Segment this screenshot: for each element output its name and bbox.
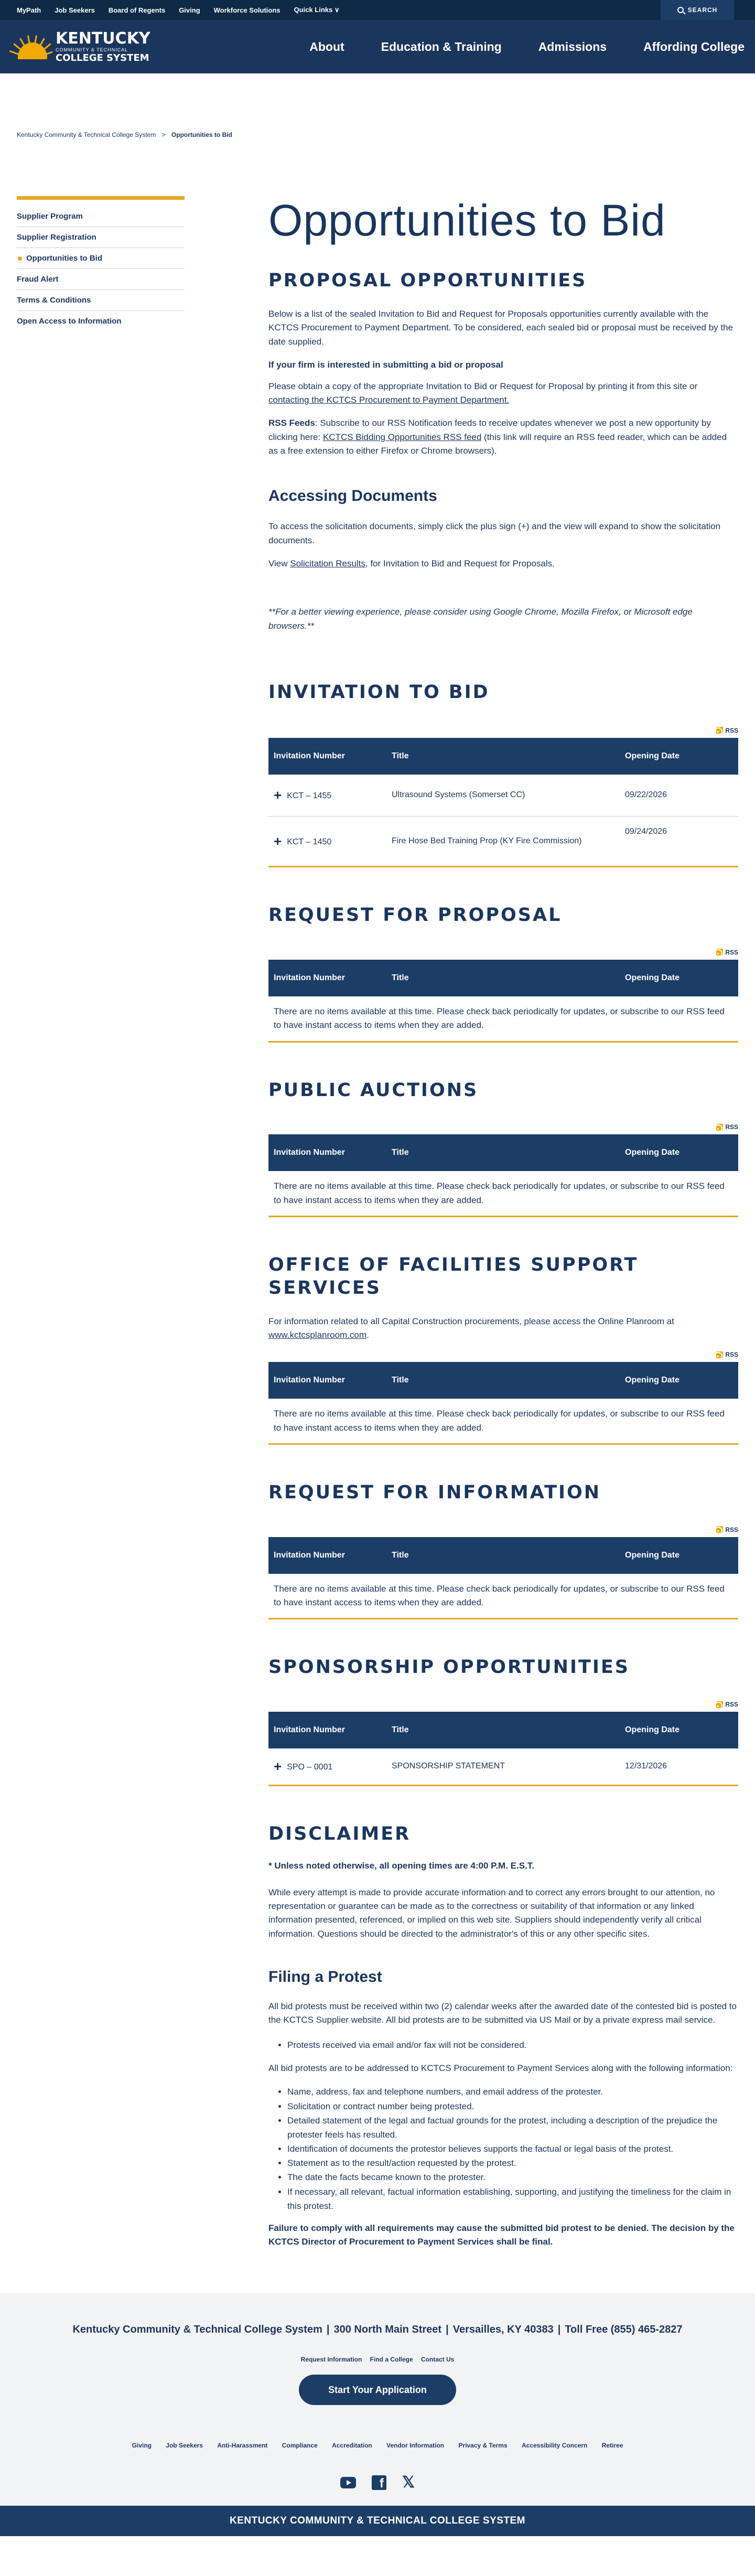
list-item: • The date the facts became known to the protester. bbox=[287, 2170, 738, 2184]
invitation-to-bid-table bbox=[268, 738, 738, 868]
list-item: • Statement as to the result/action requested by the protest. bbox=[287, 2156, 738, 2170]
footer-link-privacy-terms[interactable]: Privacy & Terms bbox=[458, 2441, 508, 2449]
col-invitation-number: Invitation Number bbox=[268, 1537, 386, 1574]
col-title: Title bbox=[386, 1134, 620, 1171]
nav-about[interactable]: About bbox=[309, 39, 344, 53]
utility-link-mypath[interactable]: MyPath bbox=[17, 6, 41, 14]
breadcrumb-separator: > bbox=[161, 131, 166, 138]
rss-icon bbox=[716, 1124, 723, 1131]
footer-links bbox=[0, 2442, 755, 2449]
utility-link-workforce-solutions[interactable]: Workforce Solutions bbox=[213, 6, 281, 14]
youtube-icon[interactable] bbox=[340, 2477, 356, 2488]
firm-interest-heading: If your firm is interested in submitting a bid or proposal bbox=[268, 360, 503, 370]
request-for-proposal-heading: REQUEST FOR PROPOSAL bbox=[268, 905, 562, 926]
list-item: • Name, address, fax and telephone numbers, and email address of the protester. bbox=[287, 2085, 738, 2099]
col-opening-date: Opening Date bbox=[620, 1712, 738, 1748]
opening-date-cell: 09/22/2026 bbox=[625, 790, 667, 800]
disclaimer-text: While every attempt is made to provide accurate information and to correct any errors brought to our attention, no representation or guarantee can be made as to the correctness or suitability of that information or any linked information presented, referenced, or implied on this web site. Suppliers should independently verify all critical information. Questions should be directed to the administrator's of this or any other specific sites. bbox=[268, 1887, 715, 1939]
empty-message: There are no items available at this time. Please check back periodically for updates, or subscribe to our RSS feed to have instant access to items when they are added. bbox=[274, 1006, 725, 1031]
rss-link-rfi[interactable]: RSS bbox=[268, 1525, 738, 1535]
accessing-documents-heading: Accessing Documents bbox=[268, 487, 437, 505]
protest-requirements-list bbox=[287, 2085, 738, 2213]
facilities-support-heading: OFFICE OF FACILITIES SUPPORT SERVICES bbox=[268, 1254, 639, 1298]
empty-message: There are no items available at this time. Please check back periodically for updates, or subscribe to our RSS feed to have instant access to items when they are added. bbox=[274, 1181, 725, 1205]
expand-plus-icon[interactable]: + bbox=[274, 787, 282, 803]
logo-line1: KENTUCKY bbox=[56, 29, 150, 48]
rss-link-rfp[interactable]: RSS bbox=[268, 947, 738, 958]
footer-org-name: Kentucky Community & Technical College System bbox=[72, 2323, 322, 2335]
utility-bar bbox=[0, 0, 755, 20]
col-title: Title bbox=[386, 738, 620, 775]
invitation-to-bid-heading: INVITATION TO BID bbox=[268, 681, 490, 703]
sponsorship-table bbox=[268, 1712, 738, 1786]
rss-feeds-text: RSS Feeds: Subscribe to our RSS Notification feeds to receive updates whenever we post a new opportunity by clicking here: KCTCS Bidding Opportunities RSS feed (this link will require an RSS feed reader, which can be added as a free extension to either Firefox or Chrome browsers). bbox=[268, 418, 727, 456]
rss-link-itb[interactable]: RSS bbox=[268, 725, 738, 736]
breadcrumb-home[interactable]: Kentucky Community & Technical College System bbox=[17, 131, 156, 138]
col-opening-date: Opening Date bbox=[620, 960, 738, 996]
facilities-text: For information related to all Capital Construction procurements, please access the Online Planroom at www.kctcsplanroom.com. bbox=[268, 1316, 674, 1340]
content-wrap bbox=[0, 196, 755, 2270]
kctcs-logo[interactable] bbox=[8, 31, 150, 63]
empty-row bbox=[268, 1574, 738, 1619]
logo-text bbox=[56, 31, 150, 63]
invitation-number-cell[interactable]: + SPO – 0001 bbox=[274, 1758, 333, 1774]
list-item: • Identification of documents the protestor believes supports the factual or legal basis of the protest. bbox=[287, 2142, 738, 2156]
footer-link-job-seekers[interactable]: Job Seekers bbox=[166, 2441, 203, 2449]
table-row[interactable] bbox=[268, 817, 738, 867]
sidebar-item-open-access[interactable]: Open Access to Information bbox=[17, 317, 122, 326]
footer-city: Versailles, KY 40383 bbox=[452, 2323, 554, 2335]
col-title: Title bbox=[386, 1362, 620, 1399]
start-application-button[interactable]: Start Your Application bbox=[299, 2375, 456, 2405]
footer-link-accessibility-concern[interactable]: Accessibility Concern bbox=[521, 2441, 588, 2449]
col-invitation-number: Invitation Number bbox=[268, 960, 386, 996]
utility-link-job-seekers[interactable]: Job Seekers bbox=[55, 6, 95, 14]
footer-link-retiree[interactable]: Retiree bbox=[601, 2441, 623, 2449]
list-item: • Detailed statement of the legal and factual grounds for the protest, including a description of the prejudice the protester feels has resulted. bbox=[287, 2113, 738, 2142]
sidebar-item-fraud-alert[interactable]: Fraud Alert bbox=[17, 269, 185, 290]
footer-quick-links bbox=[0, 2356, 755, 2363]
empty-message: There are no items available at this time. Please check back periodically for updates, or subscribe to our RSS feed to have instant access to items when they are added. bbox=[274, 1583, 725, 1608]
col-invitation-number: Invitation Number bbox=[268, 1362, 386, 1399]
title-cell: Fire Hose Bed Training Prop (KY Fire Commission) bbox=[392, 836, 582, 846]
facebook-icon[interactable]: f bbox=[372, 2475, 386, 2490]
sunburst-logo-icon bbox=[8, 34, 52, 59]
search-label: SEARCH bbox=[687, 6, 718, 14]
col-opening-date: Opening Date bbox=[620, 1362, 738, 1399]
protest-address-text: All bid protests are to be addressed to KCTCS Procurement to Payment Services along with the following information: bbox=[268, 2063, 733, 2073]
logo-line2: COMMUNITY & TECHNICAL bbox=[56, 47, 128, 52]
obtain-copy-text: Please obtain a copy of the appropriate Invitation to Bid or Request for Proposal by printing it from this site or contacting the KCTCS Procurement to Payment Department. bbox=[268, 381, 698, 405]
expand-plus-icon[interactable]: + bbox=[274, 1758, 282, 1774]
social-links bbox=[0, 2475, 755, 2490]
footer-link-contact-us[interactable]: Contact Us bbox=[421, 2355, 455, 2363]
opening-date-cell: 09/24/2026 bbox=[625, 827, 667, 836]
footer-link-anti-harassment[interactable]: Anti-Harassment bbox=[217, 2441, 268, 2449]
title-cell: Ultrasound Systems (Somerset CC) bbox=[392, 790, 525, 800]
footer bbox=[0, 2293, 755, 2506]
rss-feed-link[interactable]: KCTCS Bidding Opportunities RSS feed bbox=[322, 432, 482, 442]
col-opening-date: Opening Date bbox=[620, 1134, 738, 1171]
footer-link-find-a-college[interactable]: Find a College bbox=[370, 2355, 413, 2363]
footer-link-request-information[interactable]: Request Information bbox=[300, 2355, 362, 2363]
utility-link-giving[interactable]: Giving bbox=[179, 6, 200, 14]
empty-row bbox=[268, 996, 738, 1042]
rss-link-facilities[interactable]: RSS bbox=[268, 1349, 738, 1360]
nav-education-training[interactable]: Education & Training bbox=[381, 39, 502, 53]
sponsorship-opportunities-heading: SPONSORSHIP OPPORTUNITIES bbox=[268, 1657, 630, 1678]
filing-protest-heading: Filing a Protest bbox=[268, 1968, 382, 1986]
rss-icon bbox=[716, 949, 723, 956]
col-opening-date: Opening Date bbox=[620, 738, 738, 775]
list-item: • Protests received via email and/or fax will not be considered. bbox=[287, 2038, 738, 2052]
rss-icon bbox=[716, 1701, 723, 1708]
footer-address: Kentucky Community & Technical College System | 300 North Main Street | Versailles, KY 40383 | Toll Free (855) 465-2827 bbox=[72, 2323, 683, 2335]
list-item: • If necessary, all relevant, factual information establishing, supporting, and justifying the timeliness for the claim in this protest. bbox=[287, 2185, 738, 2213]
col-title: Title bbox=[386, 1712, 620, 1748]
empty-message: There are no items available at this time. Please check back periodically for updates, or subscribe to our RSS feed to have instant access to items when they are added. bbox=[274, 1409, 725, 1433]
search-button[interactable] bbox=[661, 0, 734, 20]
solicitation-results-text: View Solicitation Results, for Invitation to Bid and Request for Proposals. bbox=[268, 558, 555, 568]
expand-plus-icon[interactable]: + bbox=[274, 833, 282, 849]
empty-row bbox=[268, 1399, 738, 1444]
table-row[interactable] bbox=[268, 1748, 738, 1785]
sidebar-item-opportunities-to-bid[interactable]: Opportunities to Bid bbox=[17, 248, 185, 269]
col-invitation-number: Invitation Number bbox=[268, 738, 386, 775]
nav-admissions[interactable]: Admissions bbox=[538, 39, 607, 53]
footer-link-compliance[interactable]: Compliance bbox=[282, 2441, 318, 2449]
footer-link-accreditation[interactable]: Accreditation bbox=[332, 2441, 372, 2449]
opening-times-note: * Unless noted otherwise, all opening times are 4:00 P.M. E.S.T. bbox=[268, 1861, 535, 1871]
browser-note: **For a better viewing experience, please consider using Google Chrome, Mozilla Firefox, or Microsoft edge browsers.** bbox=[268, 607, 693, 631]
rss-icon bbox=[716, 1526, 723, 1533]
empty-row bbox=[268, 1171, 738, 1216]
facilities-table bbox=[268, 1362, 738, 1445]
nav-affording-college[interactable]: Affording College bbox=[643, 39, 745, 53]
rss-link-auctions[interactable]: RSS bbox=[268, 1122, 738, 1132]
col-invitation-number: Invitation Number bbox=[268, 1712, 386, 1748]
protest-email-list bbox=[287, 2038, 738, 2052]
logo-line3: COLLEGE SYSTEM bbox=[56, 52, 149, 63]
footer-street: 300 North Main Street bbox=[333, 2323, 442, 2335]
table-row[interactable] bbox=[268, 775, 738, 817]
utility-link-board-of-regents[interactable]: Board of Regents bbox=[108, 6, 166, 14]
title-cell: SPONSORSHIP STATEMENT bbox=[392, 1762, 505, 1771]
proposal-intro: Below is a list of the sealed Invitation to Bid and Request for Proposals opportunities currently available with the KCTCS Procurement to Payment Department. To be considered, each sealed bid or proposal must be received by the date supplied. bbox=[268, 309, 734, 347]
planroom-link[interactable]: www.kctcsplanroom.com bbox=[268, 1329, 367, 1340]
protest-final-statement: Failure to comply with all requirements may cause the submitted bid protest to be denied. The decision by the KCTCS Director of Procurement to Payment Services shall be final. bbox=[268, 2223, 735, 2247]
footer-phone[interactable]: Toll Free (855) 465-2827 bbox=[565, 2323, 683, 2335]
rss-icon bbox=[716, 727, 723, 734]
invitation-number-cell[interactable]: + KCT – 1450 bbox=[274, 833, 332, 849]
protest-intro: All bid protests must be received within two (2) calendar weeks after the awarded date of the contested bid is posted to the KCTCS Supplier website. All bid protests are to be submitted via US Mail or by a private express mail service. bbox=[268, 2001, 737, 2025]
main-content bbox=[268, 196, 738, 2270]
col-title: Title bbox=[386, 1537, 620, 1574]
main-header bbox=[0, 20, 755, 73]
rss-icon bbox=[716, 1351, 723, 1358]
footer-link-vendor-information[interactable]: Vendor Information bbox=[386, 2441, 445, 2449]
request-for-proposal-table bbox=[268, 960, 738, 1043]
main-nav bbox=[273, 20, 745, 73]
disclaimer-heading: DISCLAIMER bbox=[268, 1823, 411, 1844]
breadcrumb-current: Opportunities to Bid bbox=[171, 131, 232, 138]
invitation-number-cell[interactable]: + KCT – 1455 bbox=[274, 787, 332, 803]
x-twitter-icon[interactable]: 𝕏 bbox=[402, 2473, 415, 2491]
request-for-information-table bbox=[268, 1537, 738, 1620]
rss-link-sponsorship[interactable]: RSS bbox=[268, 1699, 738, 1710]
contact-procurement-link[interactable]: contacting the KCTCS Procurement to Payment Department. bbox=[268, 394, 510, 405]
page-title: Opportunities to Bid bbox=[268, 196, 666, 245]
col-invitation-number: Invitation Number bbox=[268, 1134, 386, 1171]
sidebar-item-terms-conditions[interactable]: Terms & Conditions bbox=[17, 290, 185, 311]
list-item: • Solicitation or contract number being protested. bbox=[287, 2099, 738, 2113]
public-auctions-table bbox=[268, 1134, 738, 1217]
col-title: Title bbox=[386, 960, 620, 996]
opening-date-cell: 12/31/2026 bbox=[625, 1762, 667, 1771]
footer-link-giving[interactable]: Giving bbox=[132, 2441, 152, 2449]
solicitation-results-link[interactable]: Solicitation Results bbox=[290, 558, 365, 568]
utility-link-quick-links[interactable]: Quick Links ∨ bbox=[294, 6, 340, 14]
public-auctions-heading: PUBLIC AUCTIONS bbox=[268, 1079, 479, 1101]
sidebar-item-supplier-program[interactable]: Supplier Program bbox=[17, 206, 185, 227]
request-for-information-heading: REQUEST FOR INFORMATION bbox=[268, 1482, 601, 1503]
accessing-documents-text: To access the solicitation documents, simply click the plus sign (+) and the view will expand to show the solicitation documents. bbox=[268, 521, 721, 545]
proposal-opportunities-heading: PROPOSAL OPPORTUNITIES bbox=[268, 270, 587, 292]
bottom-bar: KENTUCKY COMMUNITY & TECHNICAL COLLEGE SYSTEM bbox=[0, 2506, 755, 2536]
sidebar bbox=[17, 196, 185, 331]
col-opening-date: Opening Date bbox=[620, 1537, 738, 1574]
search-icon bbox=[677, 7, 684, 13]
breadcrumb bbox=[0, 131, 755, 138]
sidebar-item-supplier-registration[interactable]: Supplier Registration bbox=[17, 227, 185, 248]
